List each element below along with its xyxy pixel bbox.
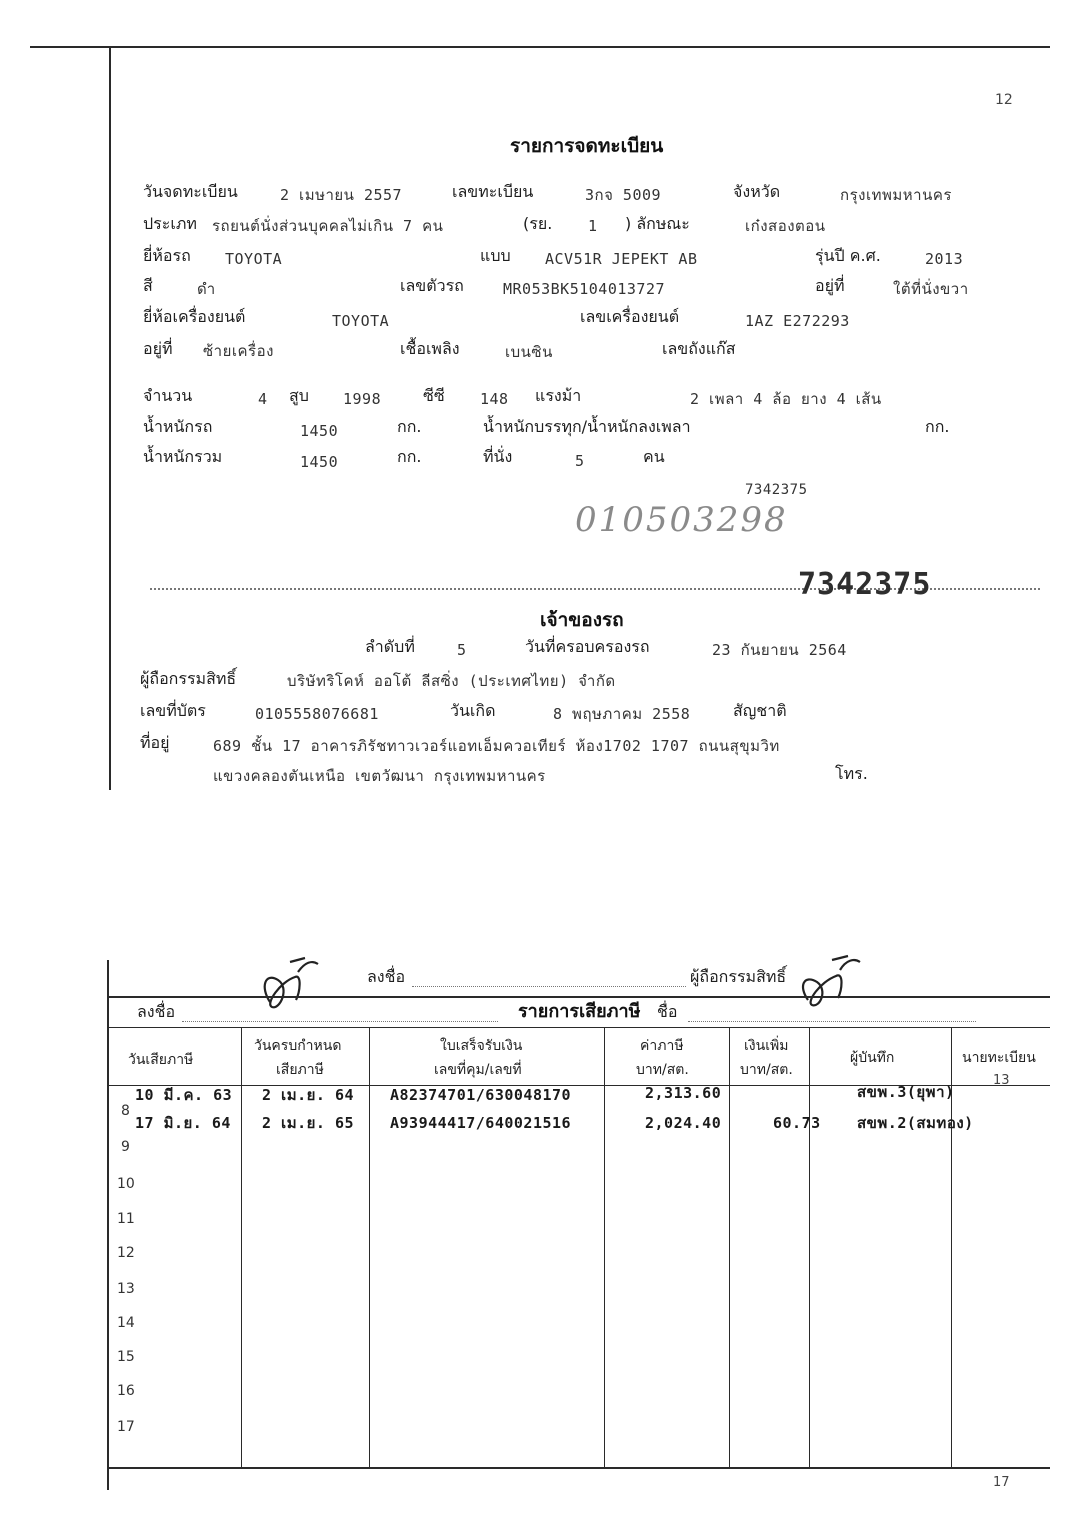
weight-unit: กก. xyxy=(397,417,422,436)
engine-number-label: เลขเครื่องยนต์ xyxy=(580,307,680,326)
chassis-location: ใต้ที่นั่งขวา xyxy=(893,280,969,298)
officer-sign-label: ลงชื่อ xyxy=(137,1002,176,1021)
total-weight-label: น้ำหนักรวม xyxy=(143,447,223,466)
possess-date-label: วันที่ครอบครองรถ xyxy=(525,637,650,656)
row1-due-date: 2 เม.ย. 64 xyxy=(262,1086,355,1104)
row1-recorder: สขพ.3(ยุพา) xyxy=(857,1083,955,1101)
corner-number: 13 xyxy=(993,1073,1010,1088)
fuel-type: เบนซิน xyxy=(505,343,553,361)
holder-sign-label: ลงชื่อ xyxy=(367,967,406,986)
load-label: น้ำหนักบรรทุก/น้ำหนักลงเพลา xyxy=(483,417,691,436)
row2-tax: 2,024.40 xyxy=(645,1114,722,1132)
header-paid-date: วันเสียภาษี xyxy=(128,1052,194,1068)
large-stamp-number: 7342375 xyxy=(798,567,932,602)
possess-date: 23 กันยายน 2564 xyxy=(712,641,847,659)
gas-tank-label: เลขถังแก๊ส xyxy=(662,339,736,358)
col-sep-5 xyxy=(809,1027,810,1468)
row-number-8: 8 xyxy=(121,1103,130,1119)
color-label: สี xyxy=(143,276,153,295)
row2-receipt: A93944417/640021516 xyxy=(390,1114,572,1132)
horsepower: 148 xyxy=(480,390,509,408)
owner-seq: 5 xyxy=(457,641,467,659)
model-label: แบบ xyxy=(480,246,511,265)
id-number: 0105558076681 xyxy=(255,705,379,723)
model-year: 2013 xyxy=(925,250,964,268)
header-receipt-line1: ใบเสร็จรับเงิน xyxy=(440,1038,523,1054)
fuel-label: เชื้อเพลิง xyxy=(400,339,460,358)
brand-label: ยี่ห้อรถ xyxy=(143,246,191,265)
officer-signature xyxy=(790,952,870,1022)
cc-unit: ซีซี xyxy=(423,386,445,405)
row1-paid-date: 10 มี.ค. 63 xyxy=(135,1086,233,1104)
phone-label: โทร. xyxy=(835,764,868,783)
address-line1: 689 ชั้น 17 อาคารภิรัชทาวเวอร์แอทเอ็มควอเทียร์ ห้อง1702 1707 ถนนสุขุมวิท xyxy=(213,737,780,755)
chassis-label: เลขตัวรถ xyxy=(400,276,464,295)
registration-title: รายการจดทะเบียน xyxy=(510,135,664,157)
header-surcharge-line2: บาท/สต. xyxy=(740,1062,793,1078)
tax-box-top-line xyxy=(108,996,1050,998)
engine-location-label: อยู่ที่ xyxy=(143,339,173,358)
count-label: จำนวน xyxy=(143,386,193,405)
row-number-15: 15 xyxy=(117,1349,135,1365)
engine-brand: TOYOTA xyxy=(332,312,390,330)
officer-name-line xyxy=(688,1021,976,1022)
row2-surcharge: 60.73 xyxy=(773,1114,821,1132)
header-due-date-line1: วันครบกำหนด xyxy=(254,1038,342,1054)
style-label: ) ลักษณะ xyxy=(625,214,690,233)
officer-sign-line xyxy=(182,1021,498,1022)
holder-sign-line xyxy=(412,986,686,987)
cylinders: 4 xyxy=(258,390,268,408)
officer-name-label: ชื่อ xyxy=(657,1002,678,1021)
engine-brand-label: ยี่ห้อเครื่องยนต์ xyxy=(143,307,246,326)
row-number-10: 10 xyxy=(117,1176,135,1192)
vehicle-weight: 1450 xyxy=(300,422,339,440)
header-receipt-line2: เลขที่คุม/เลขที่ xyxy=(434,1062,522,1078)
holder-role: ผู้ถือกรรมสิทธิ์ xyxy=(690,967,787,986)
header-tax-line1: ค่าภาษี xyxy=(640,1038,684,1054)
engine-location: ซ้ายเครื่อง xyxy=(203,342,274,360)
engine-cc: 1998 xyxy=(343,390,382,408)
engine-number: 1AZ E272293 xyxy=(745,312,850,330)
chassis-location-label: อยู่ที่ xyxy=(815,276,845,295)
cylinders-unit: สูบ xyxy=(289,386,309,405)
col-sep-1 xyxy=(241,1027,242,1468)
body-style: เก๋งสองตอน xyxy=(745,217,826,235)
total-weight: 1450 xyxy=(300,453,339,471)
left-frame-line-upper xyxy=(109,46,111,790)
hp-unit: แรงม้า xyxy=(535,386,582,405)
row-number-14: 14 xyxy=(117,1315,135,1331)
header-registrar: นายทะเบียน xyxy=(962,1050,1036,1066)
holder-label: ผู้ถือกรรมสิทธิ์ xyxy=(140,669,237,688)
small-stamp-number: 7342375 xyxy=(745,482,808,498)
row2-due-date: 2 เม.ย. 65 xyxy=(262,1114,355,1132)
holder-name: บริษัทริโคห์ ออโต้ ลีสซิ่ง (ประเทศไทย) จำกัด xyxy=(287,672,616,690)
type-label: ประเภท xyxy=(143,214,197,233)
row-number-16: 16 xyxy=(117,1383,135,1399)
top-frame-line xyxy=(30,46,1050,48)
row-number-11: 11 xyxy=(117,1211,135,1227)
plate-label: เลขทะเบียน xyxy=(452,182,534,201)
reg-date: 2 เมษายน 2557 xyxy=(280,186,403,204)
dob: 8 พฤษภาคม 2558 xyxy=(553,705,691,723)
chassis-number: MR053BK5104013727 xyxy=(503,280,666,298)
header-recorder: ผู้บันทึก xyxy=(850,1050,895,1066)
owner-seq-label: ลำดับที่ xyxy=(365,637,415,656)
col-sep-4 xyxy=(729,1027,730,1468)
row2-paid-date: 17 มิ.ย. 64 xyxy=(135,1114,231,1132)
dob-label: วันเกิด xyxy=(450,701,496,720)
handwritten-number: 010503298 xyxy=(575,500,788,540)
id-label: เลขที่บัตร xyxy=(140,701,206,720)
nationality-label: สัญชาติ xyxy=(733,701,787,720)
row-number-9: 9 xyxy=(121,1139,130,1155)
reg-date-label: วันจดทะเบียน xyxy=(143,182,238,201)
tax-title: รายการเสียภาษี xyxy=(518,1001,641,1022)
vehicle-type: รถยนต์นั่งส่วนบุคคลไม่เกิน 7 คน xyxy=(212,217,444,235)
seats-unit: คน xyxy=(643,447,665,466)
vehicle-color: ดำ xyxy=(197,280,216,298)
row2-recorder: สขพ.2(สมทอง) xyxy=(857,1114,974,1132)
weight-label: น้ำหนักรถ xyxy=(143,417,213,436)
year-label: รุ่นปี ค.ศ. xyxy=(815,246,881,265)
header-surcharge-line1: เงินเพิ่ม xyxy=(744,1038,789,1054)
address-label: ที่อยู่ xyxy=(140,733,170,752)
plate-number: 3กจ 5009 xyxy=(585,186,662,204)
seats: 5 xyxy=(575,452,585,470)
header-due-date-line2: เสียภาษี xyxy=(276,1062,324,1078)
load-unit: กก. xyxy=(925,417,950,436)
row-number-13: 13 xyxy=(117,1281,135,1297)
row-number-17: 17 xyxy=(117,1419,135,1435)
left-frame-line-lower xyxy=(107,960,109,1490)
header-tax-line2: บาท/สต. xyxy=(636,1062,689,1078)
col-sep-2 xyxy=(369,1027,370,1468)
model: ACV51R JEPEKT AB xyxy=(545,250,698,268)
axles-wheels: 2 เพลา 4 ล้อ ยาง 4 เส้น xyxy=(690,390,882,408)
header-top-line xyxy=(108,1027,1050,1028)
row-number-12: 12 xyxy=(117,1245,135,1261)
type-code: 1 xyxy=(588,217,598,235)
row1-receipt: A82374701/630048170 xyxy=(390,1086,572,1104)
row1-tax: 2,313.60 xyxy=(645,1084,722,1102)
type-code-open: (รย. xyxy=(523,214,553,233)
owner-signature xyxy=(250,952,330,1022)
owner-title: เจ้าของรถ xyxy=(540,609,624,631)
table-bottom-line xyxy=(108,1467,1050,1469)
brand: TOYOTA xyxy=(225,250,283,268)
col-sep-3 xyxy=(604,1027,605,1468)
page-number: 12 xyxy=(995,92,1013,108)
seats-label: ที่นั่ง xyxy=(483,447,513,466)
total-weight-unit: กก. xyxy=(397,447,422,466)
province: กรุงเทพมหานคร xyxy=(840,186,952,204)
address-line2: แขวงคลองตันเหนือ เขตวัฒนา กรุงเทพมหานคร xyxy=(213,767,546,785)
province-label: จังหวัด xyxy=(733,182,781,201)
footer-number: 17 xyxy=(993,1475,1010,1490)
